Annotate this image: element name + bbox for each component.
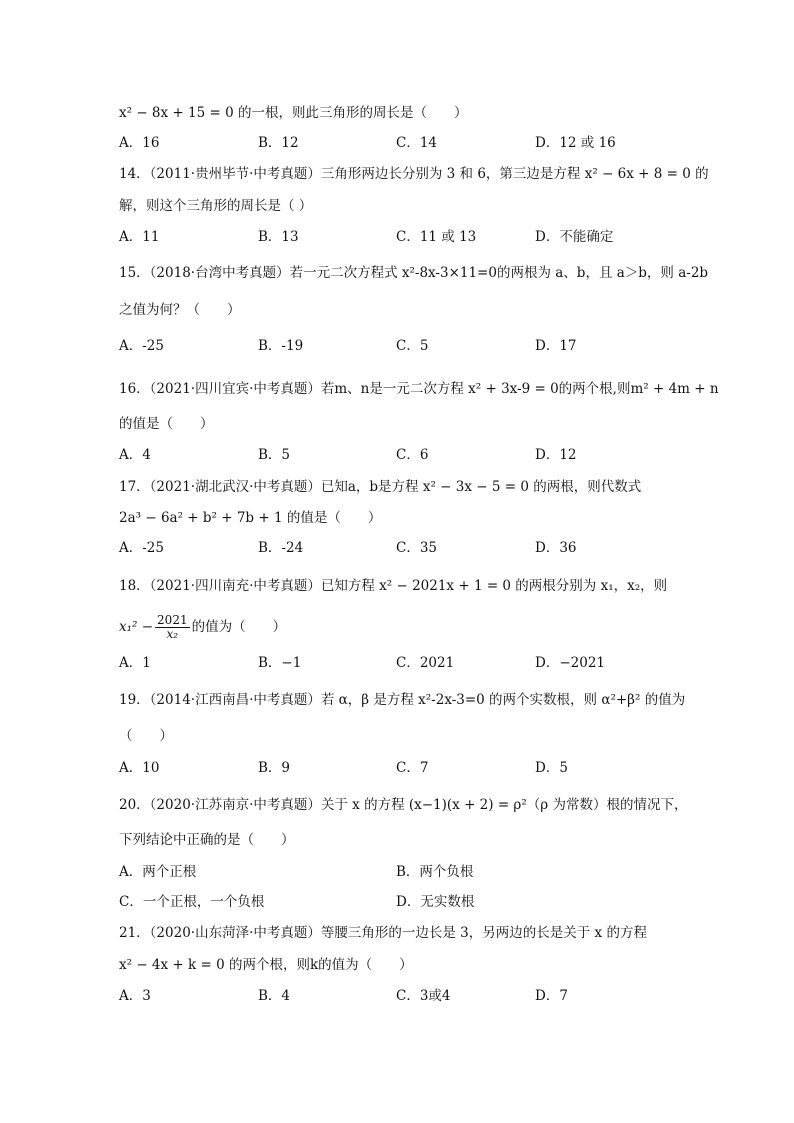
q13-option-a[interactable]: A．16: [119, 135, 160, 151]
q18-fraction-denominator: x₂: [166, 627, 179, 641]
q17-options: [119, 538, 699, 558]
q16-stem-line2: 的值是（ ）: [119, 416, 214, 432]
q20-option-d[interactable]: D．无实数根: [396, 894, 475, 910]
q16-option-b[interactable]: B．5: [258, 447, 291, 463]
q15-options: [119, 336, 699, 356]
q16-option-a[interactable]: A．4: [119, 447, 151, 463]
q21-option-d[interactable]: D．7: [535, 988, 568, 1004]
q19-stem-line1: 19．（2014·江西南昌·中考真题）若 α，β 是方程 x²-2x-3=0 的两个实数根，则 α²+β² 的值为: [119, 692, 686, 708]
q20-options-row2: [119, 892, 699, 912]
q20-options-row1: [119, 862, 699, 882]
q19-option-d[interactable]: D．5: [535, 760, 568, 776]
q18-option-a[interactable]: A．1: [119, 655, 151, 671]
q18-stem-line2: [119, 610, 694, 644]
q18-fraction-numerator: 2021: [157, 613, 188, 627]
q20-option-c[interactable]: C．一个正根，一个负根: [119, 894, 265, 910]
q15-option-d[interactable]: D．17: [535, 338, 577, 354]
q15-option-b[interactable]: B．-19: [258, 338, 304, 354]
q19-option-c[interactable]: C．7: [396, 760, 429, 776]
q19-stem-line2: （ ）: [119, 728, 173, 744]
q13-options: [119, 133, 699, 153]
q21-stem-line1: 21．（2020·山东菏泽·中考真题）等腰三角形的一边长是 3，另两边的长是关于 x 的方程: [119, 925, 647, 941]
q21-option-c[interactable]: C．3或4: [396, 988, 451, 1004]
q13-option-c[interactable]: C．14: [396, 135, 438, 151]
q20-option-b[interactable]: B．两个负根: [396, 864, 474, 880]
q15-stem-line1: 15．（2018·台湾中考真题）若一元二次方程式 x²-8x-3×11=0的两根为 a、b，且 a＞b，则 a-2b: [119, 265, 709, 281]
q18-expr-prefix: x₁² −: [119, 619, 154, 635]
q17-stem-line1: 17．（2021·湖北武汉·中考真题）已知a，b是方程 x² − 3x − 5 = 0 的两根，则代数式: [119, 479, 642, 495]
q13-option-d[interactable]: D．12 或 16: [535, 135, 616, 151]
q16-stem-line1: 16．（2021·四川宜宾·中考真题）若m、n是一元二次方程 x² + 3x-9 = 0的两个根,则m² + 4m + n: [119, 381, 719, 397]
q14-stem-line2: 解，则这个三角形的周长是（ ）: [119, 198, 313, 214]
q21-option-b[interactable]: B．4: [258, 988, 291, 1004]
q14-option-c[interactable]: C．11 或 13: [396, 229, 477, 245]
q15-option-c[interactable]: C．5: [396, 338, 429, 354]
q17-option-b[interactable]: B．-24: [258, 540, 304, 556]
q19-options: [119, 758, 699, 778]
q21-stem-line2: x² − 4x + k = 0 的两个根，则k的值为（ ）: [119, 957, 413, 973]
q18-option-b[interactable]: B．−1: [258, 655, 302, 671]
q21-options: [119, 986, 699, 1006]
q19-option-a[interactable]: A．10: [119, 760, 160, 776]
q17-stem-line2: 2a³ − 6a² + b² + 7b + 1 的值是（ ）: [119, 510, 382, 526]
q20-option-a[interactable]: A．两个正根: [119, 864, 197, 880]
q18-stem-line1: 18．（2021·四川南充·中考真题）已知方程 x² − 2021x + 1 = 0 的两根分别为 x₁，x₂，则: [119, 578, 668, 594]
q18-option-c[interactable]: C．2021: [396, 655, 455, 671]
q18-fraction: [155, 614, 190, 641]
q13-option-b[interactable]: B．12: [258, 135, 299, 151]
q20-stem-line1: 20．（2020·江苏南京·中考真题）关于 x 的方程 (x−1)(x + 2) = ρ²（ρ 为常数）根的情况下，: [119, 797, 688, 813]
q16-options: [119, 445, 699, 465]
q17-option-a[interactable]: A．-25: [119, 540, 164, 556]
q17-option-c[interactable]: C．35: [396, 540, 438, 556]
q14-stem-line1: 14．（2011·贵州毕节·中考真题）三角形两边长分别为 3 和 6，第三边是方程 x² − 6x + 8 = 0 的: [119, 166, 709, 182]
q14-option-b[interactable]: B．13: [258, 229, 299, 245]
q18-options: [119, 653, 699, 673]
q17-option-d[interactable]: D．36: [535, 540, 577, 556]
q19-option-b[interactable]: B．9: [258, 760, 291, 776]
q18-option-d[interactable]: D．−2021: [535, 655, 605, 671]
q15-stem-line2: 之值为何？（ ）: [119, 302, 241, 318]
q14-options: [119, 227, 699, 247]
q20-stem-line2: 下列结论中正确的是（ ）: [119, 832, 295, 848]
q16-option-d[interactable]: D．12: [535, 447, 577, 463]
q18-expr-suffix: 的值为（ ）: [191, 619, 287, 635]
q13-stem: x² − 8x + 15 = 0 的一根，则此三角形的周长是（ ）: [119, 105, 468, 121]
q14-option-a[interactable]: A．11: [119, 229, 160, 245]
q21-option-a[interactable]: A．3: [119, 988, 151, 1004]
q14-option-d[interactable]: D．不能确定: [535, 229, 614, 245]
q15-option-a[interactable]: A．-25: [119, 338, 164, 354]
q16-option-c[interactable]: C．6: [396, 447, 429, 463]
